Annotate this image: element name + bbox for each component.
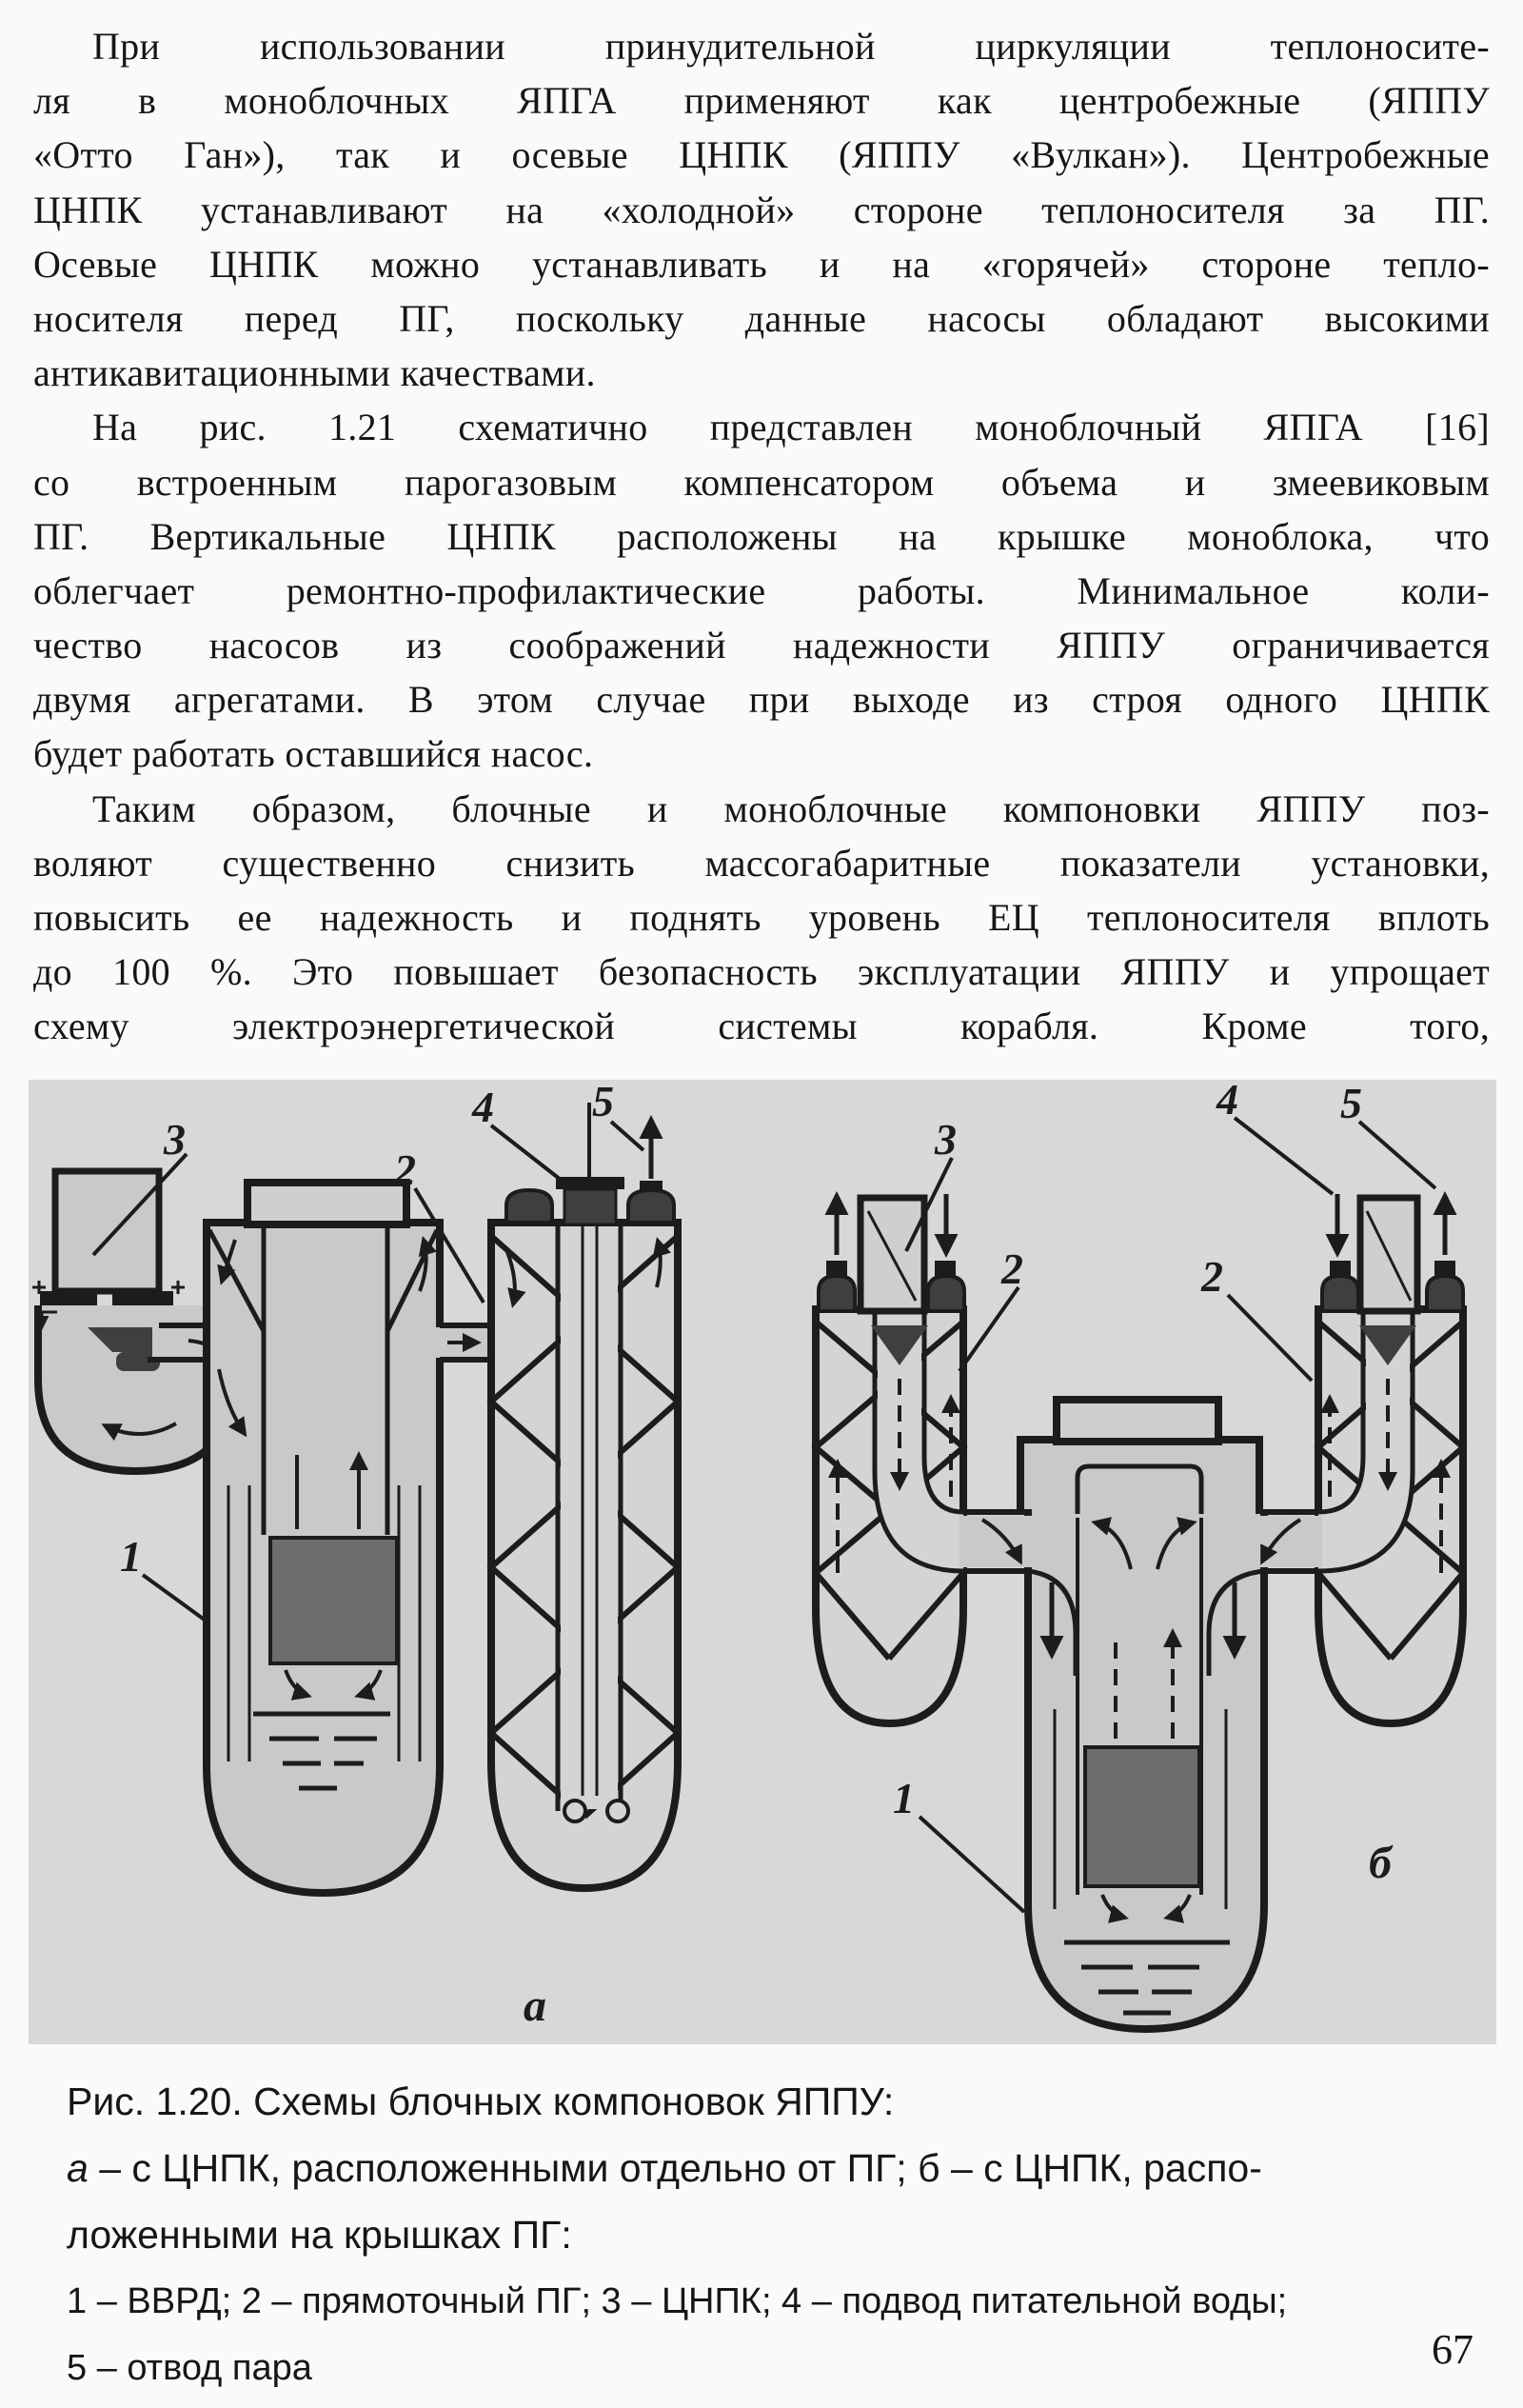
figure-label-a-sg: 2	[394, 1145, 416, 1194]
text-line: схему электроэнергетической системы корабля. Кроме того,	[33, 1005, 1490, 1048]
text-line: ля в моноблочных ЯПГА применяют как центробежные (ЯППУ	[33, 79, 1490, 123]
text-line: Осевые ЦНПК можно устанавливать и на «горячей» стороне тепло-	[33, 242, 1490, 286]
text-line: двумя агрегатами. В этом случае при выходе из строя одного ЦНПК	[33, 678, 1490, 722]
body-text	[33, 19, 1490, 1054]
figure-label-a-pump: 3	[164, 1115, 186, 1164]
text-line: На рис. 1.21 схематично представлен моноблочный ЯПГА [16]	[92, 406, 1490, 449]
text-line: чество насосов из соображений надежности ЯППУ ограничивается	[33, 624, 1490, 667]
caption-line: ложенными на крышках ПГ:	[67, 2213, 572, 2257]
figure-label-a-steam: 5	[592, 1077, 614, 1125]
page-number: 67	[1432, 2326, 1474, 2373]
scheme-a-outlet-pipe	[436, 1325, 495, 1360]
figure-caption	[67, 2068, 1499, 2401]
scheme-a-core	[270, 1538, 397, 1663]
text-line: «Отто Ган»), так и осевые ЦНПК (ЯППУ «Вулкан»). Центробежные	[33, 133, 1490, 177]
figure-label-b-sg-right: 2	[1201, 1252, 1223, 1301]
text-line: Таким образом, блочные и моноблочные компоновки ЯППУ поз-	[92, 786, 1490, 830]
figure-label-b-pump: 3	[935, 1115, 957, 1164]
scheme-b-core	[1085, 1747, 1199, 1886]
scheme-a-reactor	[207, 1183, 440, 1893]
text-line: воляют существенно снизить массогабаритные показатели установки,	[33, 841, 1490, 885]
text-line: повысить ее надежность и поднять уровень ЕЦ теплоносителя вплоть	[33, 896, 1490, 939]
text-line: При использовании принудительной циркуляции теплоносите-	[92, 25, 1490, 68]
figure-label-b-reactor: 1	[893, 1774, 915, 1822]
scheme-a-feedwater-fitting	[564, 1189, 616, 1224]
caption-line: 5 – отвод пара	[67, 2348, 312, 2388]
caption-line: а – с ЦНПК, расположенными отдельно от ПГ; б – с ЦНПК, распо-	[67, 2146, 1262, 2190]
text-line: будет работать оставшийся насос.	[33, 732, 594, 776]
caption-line: 1 – ВВРД; 2 – прямоточный ПГ; 3 – ЦНПК; 4 – подвод питательной воды;	[67, 2281, 1288, 2321]
scheme-b-sg-left	[816, 1194, 964, 1723]
figure-label-scheme-b: б	[1369, 1838, 1392, 1888]
text-line: со встроенным парогазовым компенсатором объема и змеевиковым	[33, 460, 1490, 504]
figure-label-b-steam: 5	[1340, 1079, 1362, 1127]
scheme-a-sg-nozzle-right	[628, 1190, 674, 1223]
text-line: антикавитационными качествами.	[33, 351, 596, 395]
text-line: ПГ. Вертикальные ЦНПК расположены на крышке моноблока, что	[33, 514, 1490, 558]
figure-label-b-sg-left: 2	[1001, 1244, 1023, 1293]
text-line: носителя перед ПГ, поскольку данные насосы обладают высокими	[33, 296, 1490, 340]
caption-line: Рис. 1.20. Схемы блочных компоновок ЯППУ:	[67, 2080, 895, 2123]
scheme-a-sg-nozzle-left	[506, 1190, 552, 1223]
figure-label-a-feedwater: 4	[472, 1083, 494, 1131]
text-line: ЦНПК устанавливают на «холодной» стороне теплоносителя за ПГ.	[33, 188, 1490, 231]
figure-label-b-feedwater: 4	[1216, 1075, 1238, 1124]
text-line: до 100 %. Это повышает безопасность эксплуатации ЯППУ и упрощает	[33, 950, 1490, 994]
text-line: облегчает ремонтно-профилактические работы. Минимальное коли-	[33, 568, 1490, 612]
scheme-a-steam-generator	[491, 1103, 678, 1888]
figure-schematic	[0, 1074, 1523, 2046]
scheme-b-sg-right	[1318, 1194, 1463, 1723]
figure-label-scheme-a: а	[524, 1980, 546, 2031]
figure-label-a-reactor: 1	[120, 1532, 142, 1581]
